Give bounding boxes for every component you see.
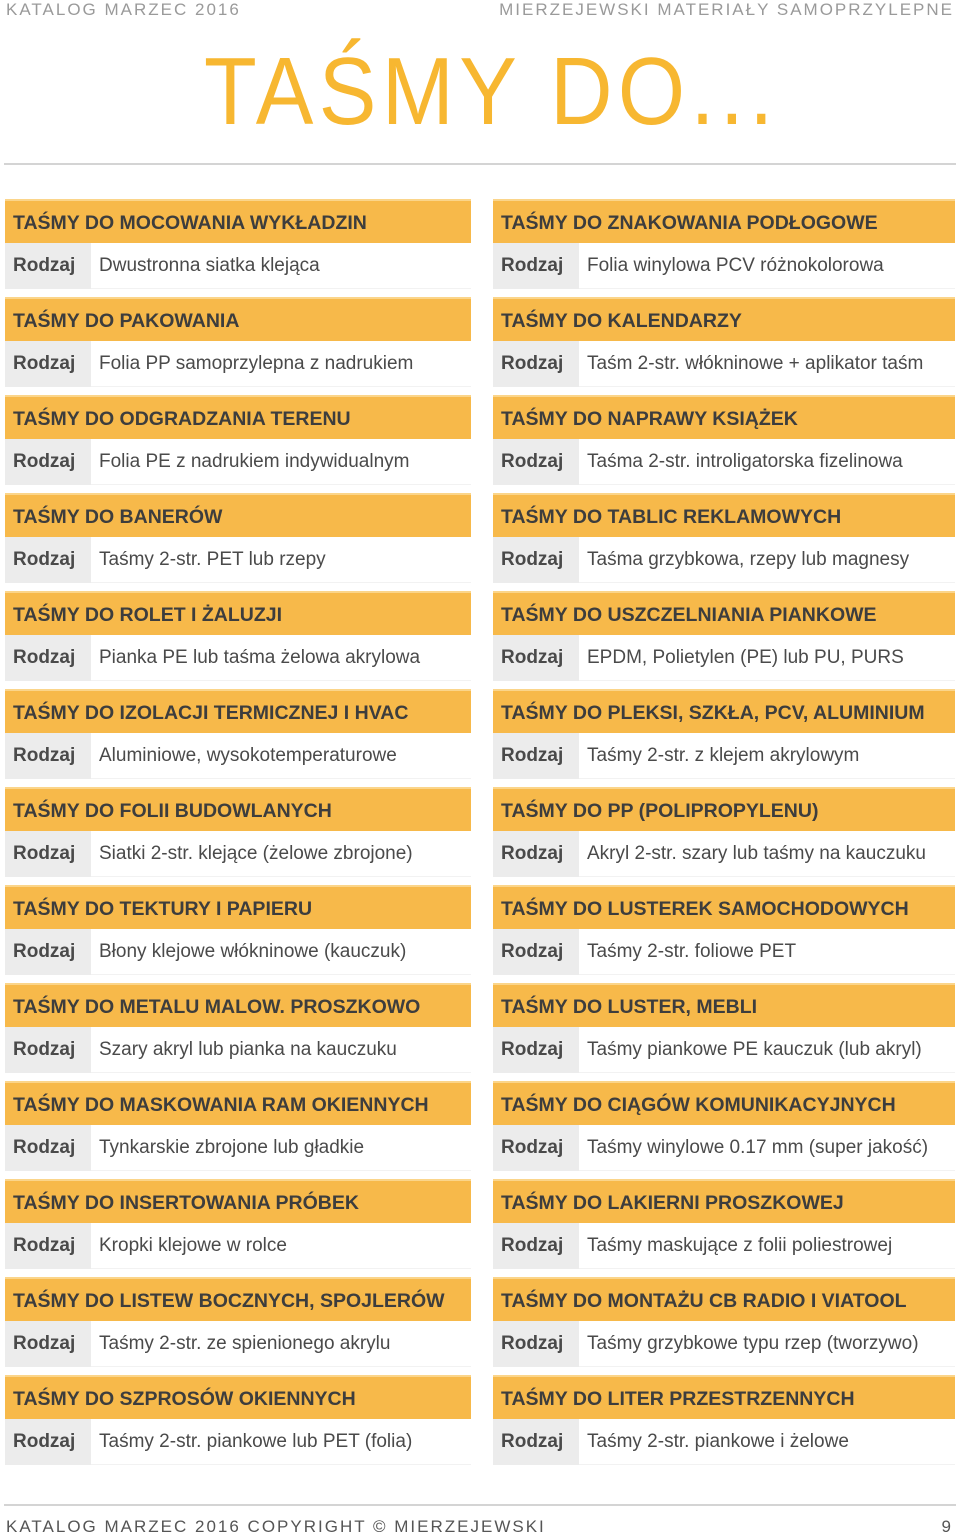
footer-divider (4, 1504, 956, 1506)
footer-copyright: KATALOG MARZEC 2016 COPYRIGHT © MIERZEJEWSKI (6, 1517, 546, 1536)
type-label: Rodzaj (493, 243, 579, 289)
type-row (5, 929, 471, 975)
type-label: Rodzaj (493, 1419, 579, 1465)
type-value: Akryl 2-str. szary lub taśmy na kauczuku (579, 831, 955, 877)
tape-category-entry (5, 395, 471, 493)
tape-category-entry (493, 689, 955, 787)
category-heading: TAŚMY DO MONTAŻU CB RADIO I VIATOOL (493, 1277, 955, 1321)
type-label: Rodzaj (493, 831, 579, 877)
tape-category-entry (493, 1081, 955, 1179)
tape-category-entry (493, 493, 955, 591)
type-row (493, 537, 955, 583)
type-row (493, 439, 955, 485)
left-column (5, 199, 471, 1473)
category-heading: TAŚMY DO LITER PRZESTRZENNYCH (493, 1375, 955, 1419)
tape-category-entry (493, 1277, 955, 1375)
tape-category-entry (5, 885, 471, 983)
tape-category-entry (493, 885, 955, 983)
type-row (493, 1027, 955, 1073)
tape-category-entry (493, 1375, 955, 1473)
type-label: Rodzaj (5, 537, 91, 583)
tape-category-entry (5, 591, 471, 689)
type-row (493, 929, 955, 975)
type-label: Rodzaj (5, 243, 91, 289)
type-label: Rodzaj (5, 635, 91, 681)
type-value: Folia winylowa PCV różnokolorowa (579, 243, 955, 289)
type-value: Taśmy winylowe 0.17 mm (super jakość) (579, 1125, 955, 1171)
tape-category-entry (5, 1081, 471, 1179)
type-value: Taśmy piankowe PE kauczuk (lub akryl) (579, 1027, 955, 1073)
type-label: Rodzaj (5, 1125, 91, 1171)
type-value: Taśmy 2-str. piankowe lub PET (folia) (91, 1419, 471, 1465)
category-heading: TAŚMY DO BANERÓW (5, 493, 471, 537)
header-catalog-label: KATALOG MARZEC 2016 (6, 0, 241, 19)
type-label: Rodzaj (493, 929, 579, 975)
category-heading: TAŚMY DO SZPROSÓW OKIENNYCH (5, 1375, 471, 1419)
category-heading: TAŚMY DO FOLII BUDOWLANYCH (5, 787, 471, 831)
type-label: Rodzaj (5, 733, 91, 779)
category-heading: TAŚMY DO KALENDARZY (493, 297, 955, 341)
type-value: EPDM, Polietylen (PE) lub PU, PURS (579, 635, 955, 681)
type-row (493, 1419, 955, 1465)
page-number: 9 (941, 1517, 952, 1536)
type-row (5, 341, 471, 387)
type-row (5, 831, 471, 877)
tape-category-entry (5, 983, 471, 1081)
category-heading: TAŚMY DO MOCOWANIA WYKŁADZIN (5, 199, 471, 243)
type-row (493, 1125, 955, 1171)
category-heading: TAŚMY DO TABLIC REKLAMOWYCH (493, 493, 955, 537)
type-label: Rodzaj (493, 1027, 579, 1073)
type-label: Rodzaj (493, 733, 579, 779)
type-label: Rodzaj (5, 929, 91, 975)
category-heading: TAŚMY DO PLEKSI, SZKŁA, PCV, ALUMINIUM (493, 689, 955, 733)
type-value: Taśmy maskujące z folii poliestrowej (579, 1223, 955, 1269)
category-heading: TAŚMY DO ODGRADZANIA TERENU (5, 395, 471, 439)
type-value: Taśmy grzybkowe typu rzep (tworzywo) (579, 1321, 955, 1367)
type-label: Rodzaj (5, 1223, 91, 1269)
tape-category-entry (5, 1277, 471, 1375)
type-value: Aluminiowe, wysokotemperaturowe (91, 733, 471, 779)
type-row (5, 1223, 471, 1269)
type-row (5, 537, 471, 583)
type-label: Rodzaj (5, 439, 91, 485)
type-label: Rodzaj (5, 1027, 91, 1073)
type-label: Rodzaj (493, 439, 579, 485)
header-company-label: MIERZEJEWSKI MATERIAŁY SAMOPRZYLEPNE (499, 0, 954, 19)
category-heading: TAŚMY DO ROLET I ŻALUZJI (5, 591, 471, 635)
type-row (493, 1223, 955, 1269)
tape-category-entry (5, 297, 471, 395)
type-value: Tynkarskie zbrojone lub gładkie (91, 1125, 471, 1171)
tape-category-entry (493, 591, 955, 689)
category-heading: TAŚMY DO METALU MALOW. PROSZKOWO (5, 983, 471, 1027)
tape-category-entry (5, 1375, 471, 1473)
tape-category-entry (493, 199, 955, 297)
type-value: Taśm 2-str. włókninowe + aplikator taśm (579, 341, 955, 387)
type-row (5, 439, 471, 485)
tape-category-entry (493, 983, 955, 1081)
type-row (493, 1321, 955, 1367)
type-value: Pianka PE lub taśma żelowa akrylowa (91, 635, 471, 681)
type-value: Folia PE z nadrukiem indywidualnym (91, 439, 471, 485)
category-heading: TAŚMY DO LAKIERNI PROSZKOWEJ (493, 1179, 955, 1223)
type-label: Rodzaj (493, 537, 579, 583)
type-row (493, 733, 955, 779)
category-heading: TAŚMY DO LISTEW BOCZNYCH, SPOJLERÓW (5, 1277, 471, 1321)
tape-category-entry (493, 297, 955, 395)
type-value: Taśmy 2-str. foliowe PET (579, 929, 955, 975)
type-row (5, 1027, 471, 1073)
type-label: Rodzaj (493, 1125, 579, 1171)
type-value: Taśmy 2-str. z klejem akrylowym (579, 733, 955, 779)
right-column (493, 199, 955, 1473)
type-row (493, 635, 955, 681)
type-row (5, 1125, 471, 1171)
type-label: Rodzaj (5, 1321, 91, 1367)
type-value: Siatki 2-str. klejące (żelowe zbrojone) (91, 831, 471, 877)
type-label: Rodzaj (493, 635, 579, 681)
category-heading: TAŚMY DO PP (POLIPROPYLENU) (493, 787, 955, 831)
type-row (493, 831, 955, 877)
category-heading: TAŚMY DO LUSTER, MEBLI (493, 983, 955, 1027)
tape-category-entry (493, 1179, 955, 1277)
type-value: Błony klejowe włókninowe (kauczuk) (91, 929, 471, 975)
category-heading: TAŚMY DO TEKTURY I PAPIERU (5, 885, 471, 929)
type-value: Taśmy 2-str. piankowe i żelowe (579, 1419, 955, 1465)
type-value: Taśma 2-str. introligatorska fizelinowa (579, 439, 955, 485)
tape-category-entry (493, 787, 955, 885)
type-row (5, 1419, 471, 1465)
category-heading: TAŚMY DO ZNAKOWANIA PODŁOGOWE (493, 199, 955, 243)
type-row (5, 635, 471, 681)
type-label: Rodzaj (493, 341, 579, 387)
category-heading: TAŚMY DO LUSTEREK SAMOCHODOWYCH (493, 885, 955, 929)
type-label: Rodzaj (5, 1419, 91, 1465)
page-title: TAŚMY DO... (204, 38, 779, 145)
category-heading: TAŚMY DO CIĄGÓW KOMUNIKACYJNYCH (493, 1081, 955, 1125)
tape-category-entry (5, 787, 471, 885)
type-value: Taśmy 2-str. PET lub rzepy (91, 537, 471, 583)
tape-category-entry (5, 493, 471, 591)
type-row (493, 341, 955, 387)
type-label: Rodzaj (493, 1321, 579, 1367)
type-value: Taśmy 2-str. ze spienionego akrylu (91, 1321, 471, 1367)
category-heading: TAŚMY DO IZOLACJI TERMICZNEJ I HVAC (5, 689, 471, 733)
category-heading: TAŚMY DO NAPRAWY KSIĄŻEK (493, 395, 955, 439)
category-heading: TAŚMY DO USZCZELNIANIA PIANKOWE (493, 591, 955, 635)
type-value: Taśma grzybkowa, rzepy lub magnesy (579, 537, 955, 583)
tape-category-entry (5, 199, 471, 297)
type-row (5, 243, 471, 289)
tape-category-entry (5, 1179, 471, 1277)
type-value: Folia PP samoprzylepna z nadrukiem (91, 341, 471, 387)
category-heading: TAŚMY DO INSERTOWANIA PRÓBEK (5, 1179, 471, 1223)
type-value: Kropki klejowe w rolce (91, 1223, 471, 1269)
type-label: Rodzaj (493, 1223, 579, 1269)
type-value: Szary akryl lub pianka na kauczuku (91, 1027, 471, 1073)
type-row (493, 243, 955, 289)
type-label: Rodzaj (5, 341, 91, 387)
type-row (5, 1321, 471, 1367)
tape-category-entry (493, 395, 955, 493)
category-heading: TAŚMY DO MASKOWANIA RAM OKIENNYCH (5, 1081, 471, 1125)
category-heading: TAŚMY DO PAKOWANIA (5, 297, 471, 341)
title-divider (4, 163, 956, 165)
page-header (0, 0, 960, 24)
type-value: Dwustronna siatka klejąca (91, 243, 471, 289)
type-label: Rodzaj (5, 831, 91, 877)
type-row (5, 733, 471, 779)
tape-category-entry (5, 689, 471, 787)
